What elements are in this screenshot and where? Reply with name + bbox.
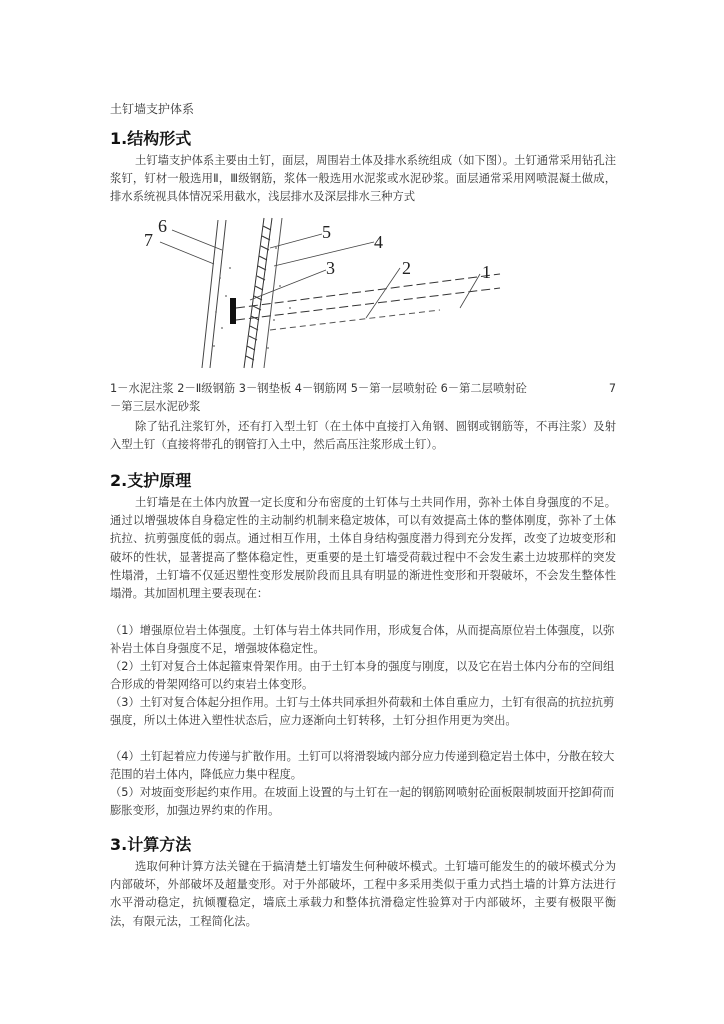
bearing-plate — [230, 298, 236, 324]
figure-label-5: 5 — [322, 222, 331, 242]
figure-caption — [110, 380, 616, 416]
soil-speckles — [213, 247, 291, 349]
document-title: 土钉墙支护体系 — [110, 102, 195, 116]
principle-item-5: （5）对坡面变形起约束作用。在坡面上设置的与土钉在一起的钢筋网喷射砼面板限制坡面开挖卸荷而膨胀变形，加强边界约束的作用。 — [110, 786, 615, 818]
principle-item-3: （3）土钉对复合体起分担作用。土钉与土体共同承担外荷载和土体自重应力，土钉有很高的抗拉抗剪强度，所以土体进入塑性状态后，应力逐渐向土钉转移，土钉分担作用更为突出。 — [110, 696, 615, 728]
soil-nail-diagram — [130, 208, 510, 378]
section-2-paragraph: 土钉墙是在土体内放置一定长度和分布密度的土钉体与土共同作用，弥补土体自身强度的不足。通过以增强坡体自身稳定性的主动制约机制来稳定坡体，可以有效提高土体的整体刚度，弥补了土体抗拉、抗剪强度低的弱点。通过相互作用，土体自身结构强度潜力得到充分发挥，改变了边坡变形和破坏的性状，显著提高了整体稳定性，更重要的是土钉墙受荷载过程中不会发生素土边坡那样的突发性塌滑，土钉墙不仅延迟塑性变形发展阶段而且具有明显的渐进性变形和开裂破坏，不会发生整体性塌滑。其加固机理主要表现在： — [110, 496, 616, 601]
caption-line-1: 1－水泥注浆 2－Ⅱ级钢筋 3－钢垫板 4－钢筋网 5－第一层喷射砼 6－第二层喷射砼 — [110, 382, 527, 395]
facing-layer-line — [202, 220, 218, 368]
section-1-paragraph: 土钉墙支护体系主要由土钉，面层，周围岩土体及排水系统组成（如下图）。土钉通常采用钻孔注浆钉，钉材一般选用Ⅱ，Ⅲ级钢筋，浆体一般选用水泥浆或水泥砂浆。面层通常采用网喷混凝土做成，排水系统视具体情况采用截水，浅层排水及深层排水三种方式 — [110, 154, 616, 204]
principle-item-2: （2）土钉对复合土体起箍束骨架作用。由于土钉本身的强度与刚度，以及它在岩土体内分布的空间组合形成的骨架网络可以约束岩土体变形。 — [110, 660, 615, 692]
figure-label-3: 3 — [326, 258, 335, 278]
figure-label-2: 2 — [402, 258, 411, 278]
facing-layer-line — [210, 220, 226, 368]
figure-label-1: 1 — [482, 262, 491, 282]
section-1-heading: 1.结构形式 — [110, 129, 192, 148]
caption-line-2: －第三层水泥砂浆 — [110, 400, 201, 414]
figure-label-6: 6 — [158, 216, 167, 236]
section-2-heading: 2.支护原理 — [110, 471, 192, 490]
figure-label-4: 4 — [374, 232, 383, 252]
caption-number-7: 7 — [608, 382, 616, 395]
principle-item-1: （1）增强原位岩土体强度。土钉体与岩土体共同作用，形成复合体，从而提高原位岩土体强度，以弥补岩土体自身强度不足，增强坡体稳定性。 — [110, 624, 615, 656]
principle-item-4: （4）土钉起着应力传递与扩散作用。土钉可以将滑裂域内部分应力传递到稳定岩土体中，分散在较大范围的岩土体内，降低应力集中程度。 — [110, 750, 615, 782]
section-3-heading: 3.计算方法 — [110, 835, 192, 854]
section-3-paragraph: 选取何种计算方法关键在于搞清楚土钉墙发生何种破坏模式。土钉墙可能发生的的破坏模式分为内部破坏，外部破坏及超量变形。对于外部破坏，工程中多采用类似于重力式挡土墙的计算方法进行水平滑动稳定，抗倾覆稳定，墙底土承载力和整体抗滑稳定性验算对于内部破坏，主要有极限平衡法，有限元法，工程简化法。 — [110, 860, 616, 928]
leader-lines — [160, 230, 480, 318]
soil-nail-upper — [236, 274, 500, 308]
figure-label-7: 7 — [144, 230, 153, 250]
section-1-paragraph-2: 除了钻孔注浆钉外，还有打入型土钉（在土体中直接打入角钢、圆钢或钢筋等，不再注浆）及射入型土钉（直接将带孔的钢管打入土中，然后高压注浆形成土钉）。 — [110, 420, 616, 452]
